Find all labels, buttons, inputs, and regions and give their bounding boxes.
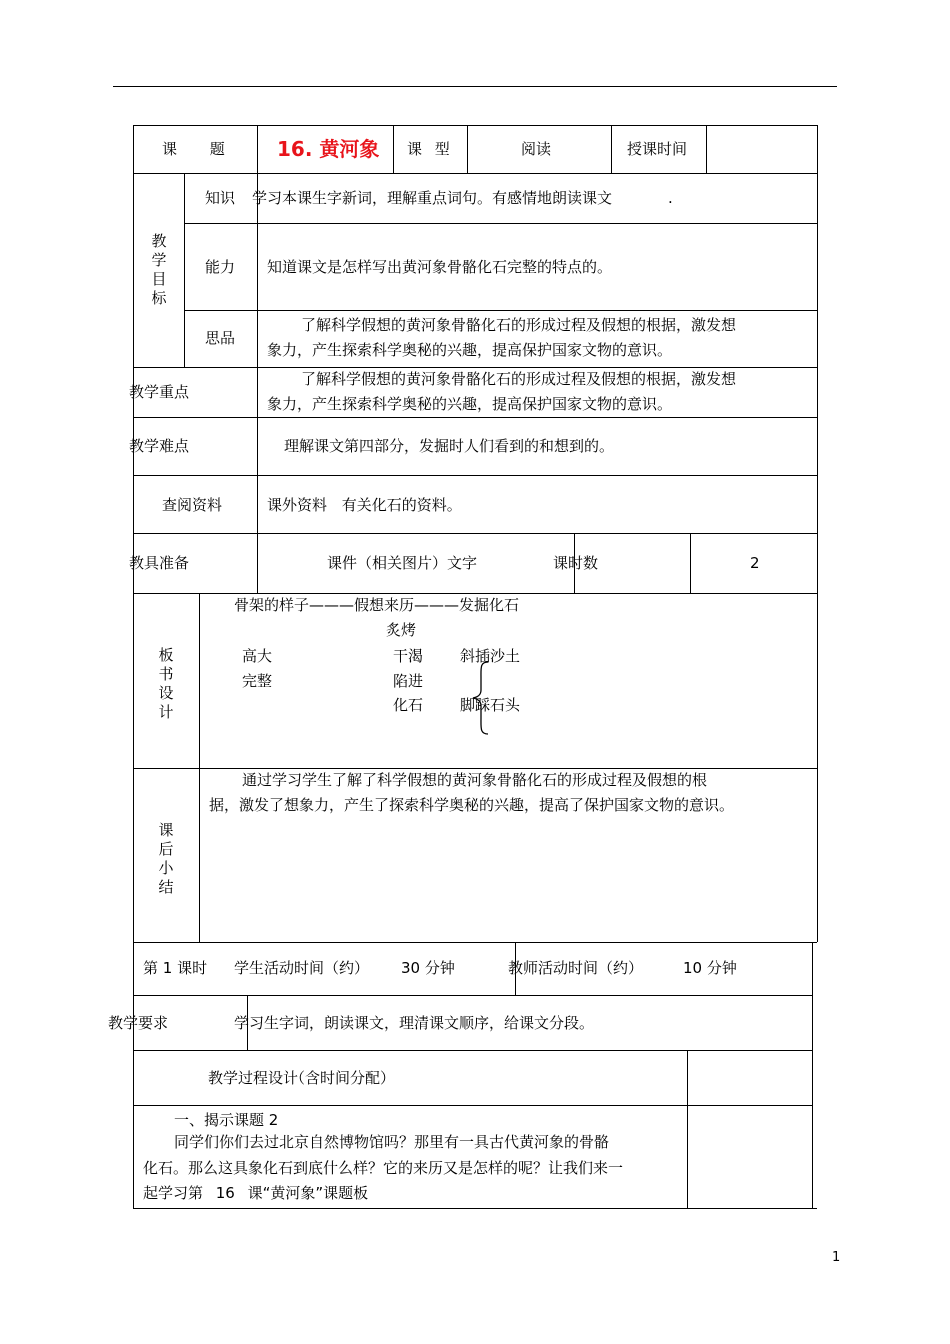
moral-label: 思品 bbox=[205, 329, 236, 347]
summary-label: 课后小结 bbox=[158, 821, 174, 896]
hours-label: 课时数 bbox=[553, 554, 599, 572]
difficulty-text: 理解课文第四部分，发掘时人们看到的和想到的。 bbox=[284, 437, 615, 455]
ability-label: 能力 bbox=[205, 258, 236, 276]
teacher-time-label: 教师活动时间（约） bbox=[508, 959, 644, 977]
moral-line-1: 了解科学假想的黄河象骨骼化石的形成过程及假想的根据，激发想 bbox=[301, 316, 737, 334]
key-point-line-2: 象力，产生探索科学奥秘的兴趣，提高保护国家文物的意识。 bbox=[267, 395, 673, 413]
board-item: 干渴 bbox=[393, 647, 424, 665]
board-item: 完整 bbox=[242, 672, 273, 690]
brace-icon bbox=[470, 660, 494, 736]
knowledge-dot: . bbox=[668, 189, 673, 207]
type-label: 课 型 bbox=[407, 140, 450, 158]
board-item: 脚踩石头 bbox=[460, 696, 521, 714]
board-item: 炙烤 bbox=[386, 621, 417, 639]
difficulty-label: 教学难点 bbox=[129, 437, 190, 455]
period-label: 第 1 课时 bbox=[143, 959, 208, 977]
key-point-line-1: 了解科学假想的黄河象骨骼化石的形成过程及假想的根据，激发想 bbox=[301, 370, 737, 388]
requirement-label: 教学要求 bbox=[108, 1014, 169, 1032]
process-step-1-line-3: 起学习第 16 课“黄河象”课题板 bbox=[143, 1184, 369, 1202]
topic-label: 课 题 bbox=[162, 140, 225, 158]
board-item: 高大 bbox=[242, 647, 273, 665]
student-time-value: 30 分钟 bbox=[401, 959, 455, 977]
process-step-1-line-1: 同学们你们去过北京自然博物馆吗？那里有一具古代黄河象的骨骼 bbox=[174, 1133, 610, 1151]
teacher-time-value: 10 分钟 bbox=[683, 959, 737, 977]
board-item: 化石 bbox=[393, 696, 424, 714]
board-item: 陷进 bbox=[393, 672, 424, 690]
prep-text: 课件（相关图片）文字 bbox=[327, 554, 478, 572]
page-number: 1 bbox=[832, 1250, 841, 1265]
board-line-1: 骨架的样子———假想来历———发掘化石 bbox=[234, 596, 520, 614]
time-label: 授课时间 bbox=[627, 140, 688, 158]
reference-label: 查阅资料 bbox=[162, 496, 223, 514]
lesson-title: 16. 黄河象 bbox=[277, 137, 380, 161]
hours-value: 2 bbox=[750, 554, 760, 572]
knowledge-label: 知识 bbox=[205, 189, 236, 207]
goals-label: 教学目标 bbox=[151, 232, 167, 307]
process-label: 教学过程设计 bbox=[208, 1069, 299, 1087]
process-step-1: 一、揭示课题 2 bbox=[174, 1111, 279, 1129]
board-item: 斜插沙土 bbox=[460, 647, 521, 665]
reference-text: 课外资料 有关化石的资料。 bbox=[267, 496, 462, 514]
header-rule bbox=[113, 86, 837, 87]
ability-text: 知道课文是怎样写出黄河象骨骼化石完整的特点的。 bbox=[267, 258, 613, 276]
key-point-label: 教学重点 bbox=[129, 383, 190, 401]
moral-line-2: 象力，产生探索科学奥秘的兴趣，提高保护国家文物的意识。 bbox=[267, 341, 673, 359]
student-time-label: 学生活动时间（约） bbox=[234, 959, 370, 977]
process-note: （含时间分配） bbox=[290, 1069, 396, 1087]
board-label: 板书设计 bbox=[158, 646, 174, 721]
lesson-type: 阅读 bbox=[521, 140, 552, 158]
requirement-text: 学习生字词，朗读课文，理清课文顺序，给课文分段。 bbox=[234, 1014, 595, 1032]
knowledge-text: 学习本课生字新词，理解重点词句。有感情地朗读课文 bbox=[252, 189, 613, 207]
process-step-1-line-2: 化石。那么这具象化石到底什么样？它的来历又是怎样的呢？让我们来一 bbox=[143, 1159, 624, 1177]
summary-line-2: 据，激发了想象力，产生了探索科学奥秘的兴趣，提高了保护国家文物的意识。 bbox=[209, 796, 735, 814]
prep-label: 教具准备 bbox=[129, 554, 190, 572]
summary-line-1: 通过学习学生了解了科学假想的黄河象骨骼化石的形成过程及假想的根 bbox=[242, 771, 708, 789]
